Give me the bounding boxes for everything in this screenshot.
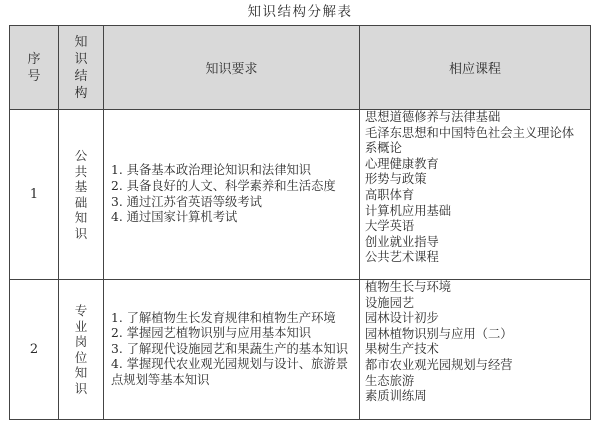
- table-title: 知识结构分解表: [247, 4, 353, 20]
- requirement-item: 2. 掌握园艺植物识别与应用基本知识: [111, 326, 312, 341]
- header-structure: 知识结构: [59, 26, 104, 110]
- row-seq: 2: [10, 280, 59, 420]
- course-item: 公共艺术课程: [365, 250, 439, 265]
- requirement-item: 4. 通过国家计算机考试: [111, 210, 238, 225]
- course-item: 计算机应用基础: [365, 203, 452, 218]
- requirement-item: 3. 了解现代设施园艺和果蔬生产的基本知识: [111, 341, 348, 356]
- header-requirements: 知识要求: [104, 26, 360, 110]
- row-structure: 公共基础知识: [59, 110, 104, 280]
- course-item: 形势与政策: [365, 172, 427, 187]
- requirement-item: 1. 具备基本政治理论知识和法律知识: [111, 163, 312, 178]
- course-item: 大学英语: [365, 219, 415, 234]
- course-item: 园林设计初步: [365, 311, 439, 326]
- row-requirements: [104, 280, 360, 420]
- knowledge-structure-table: [9, 25, 591, 420]
- header-row: [10, 26, 591, 110]
- header-seq: 序号: [10, 26, 59, 110]
- course-item: 心理健康教育: [365, 156, 439, 171]
- table-row: [10, 110, 591, 280]
- row-courses: [360, 110, 591, 280]
- course-item: 素质训练周: [365, 389, 427, 404]
- course-item: 高职体育: [365, 187, 415, 202]
- requirement-item: 1. 了解植物生长发育规律和植物生产环境: [111, 310, 336, 325]
- table-row: [10, 280, 591, 420]
- header-courses: 相应课程: [360, 26, 591, 110]
- course-item: 生态旅游: [365, 373, 415, 388]
- row-structure: 专业岗位知识: [59, 280, 104, 420]
- course-item: 思想道德修养与法律基础: [365, 110, 501, 124]
- course-item: 园林植物识别与应用（二）: [365, 326, 513, 341]
- course-item: 都市农业观光园规划与经营: [365, 357, 513, 372]
- requirement-item: 2. 具备良好的人文、科学素养和生活态度: [111, 178, 336, 193]
- requirement-item: 3. 通过江苏省英语等级考试: [111, 194, 262, 209]
- course-item: 创业就业指导: [365, 234, 439, 249]
- row-courses: [360, 280, 591, 420]
- row-seq: 1: [10, 110, 59, 280]
- course-item: 植物生长与环境: [365, 280, 452, 294]
- course-item: 果树生产技术: [365, 342, 439, 357]
- requirement-item: 4. 掌握现代农业观光园规划与设计、旅游景点规划等基本知识: [111, 357, 348, 387]
- course-item: 设施园艺: [365, 295, 415, 310]
- row-requirements: [104, 110, 360, 280]
- course-item: 毛泽东思想和中国特色社会主义理论体系概论: [365, 125, 575, 156]
